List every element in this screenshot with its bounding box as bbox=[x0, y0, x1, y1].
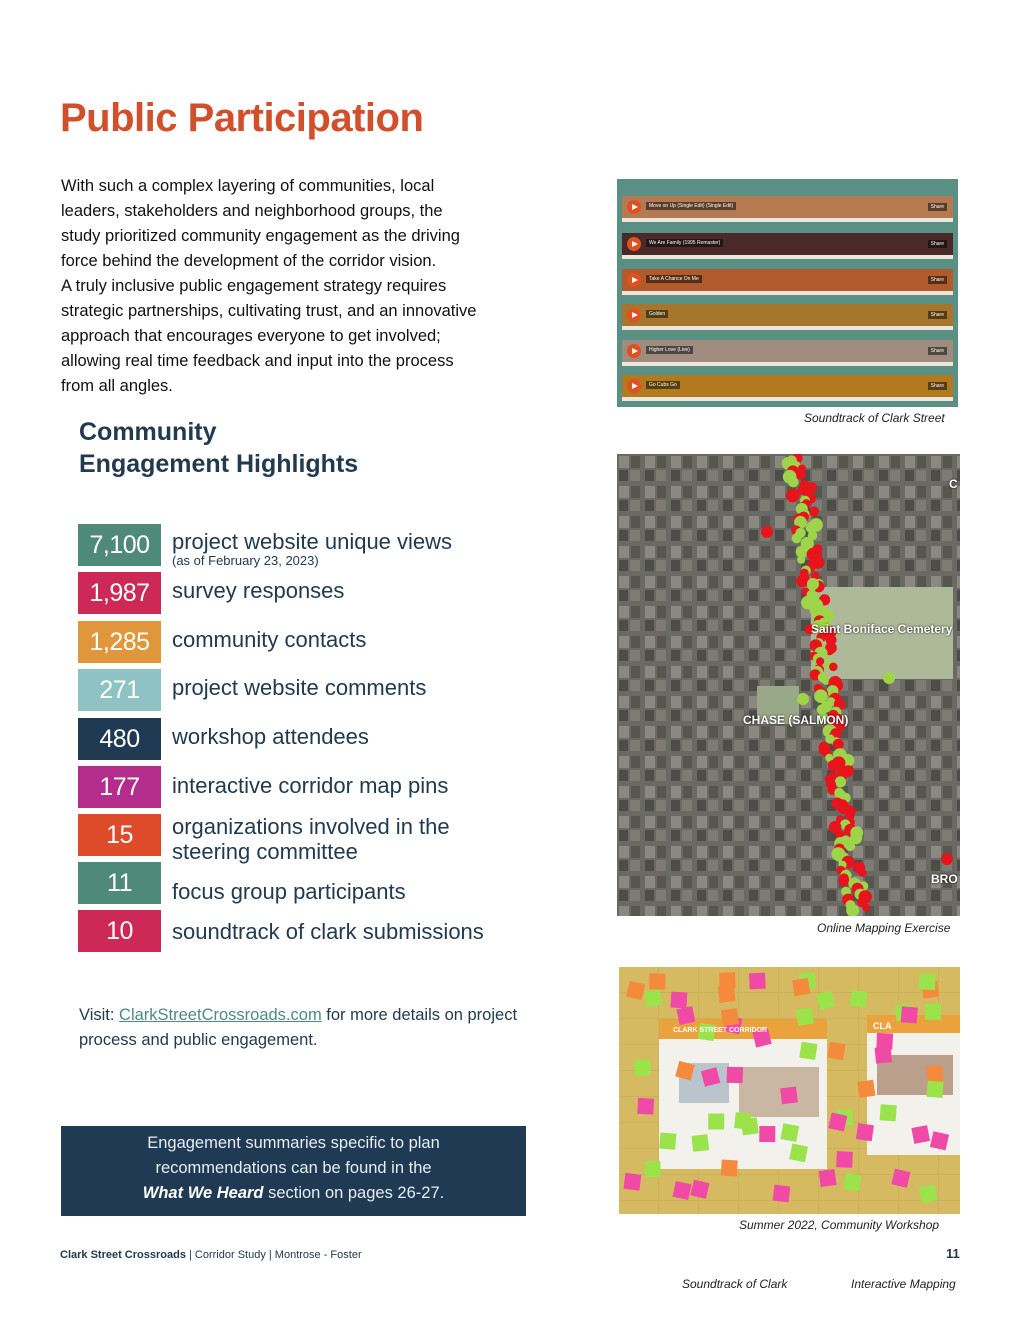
play-icon bbox=[627, 200, 641, 214]
track-title: We Are Family (1995 Remaster) bbox=[646, 239, 723, 247]
intro-paragraph bbox=[61, 174, 541, 399]
map-label-bro: BRO bbox=[931, 872, 958, 886]
stat-label-text: project website unique views bbox=[172, 529, 453, 554]
play-icon bbox=[627, 308, 641, 322]
track-row bbox=[622, 233, 953, 255]
track-title: Move on Up (Single Edit) (Single Edit) bbox=[646, 202, 736, 210]
intro-line: leaders, stakeholders and neighborhood groups, the bbox=[61, 202, 443, 220]
map-pin bbox=[809, 507, 819, 517]
sticky-note bbox=[721, 1008, 739, 1026]
track-row bbox=[622, 340, 953, 362]
map-pin bbox=[797, 556, 805, 564]
sticky-note bbox=[919, 973, 936, 990]
sticky-note bbox=[721, 1160, 738, 1177]
track-meta bbox=[622, 255, 953, 259]
board-title: CLARK STREET CORRIDOR bbox=[673, 1027, 768, 1034]
sticky-note bbox=[789, 1143, 808, 1162]
stat-label: survey responses bbox=[172, 578, 345, 603]
stat-label: interactive corridor map pins bbox=[172, 773, 449, 798]
sticky-note bbox=[691, 1134, 709, 1152]
workshop-caption: Summer 2022, Community Workshop bbox=[739, 1218, 940, 1232]
stat-value: 1,987 bbox=[78, 572, 161, 614]
sticky-note bbox=[901, 1006, 918, 1023]
page-title: Public Participation bbox=[60, 96, 424, 140]
summary-line bbox=[61, 1181, 526, 1206]
sticky-note bbox=[827, 1042, 845, 1060]
stat-value: 1,285 bbox=[78, 621, 161, 663]
sticky-note bbox=[857, 1080, 875, 1098]
stat-value: 15 bbox=[78, 814, 161, 856]
track-meta bbox=[622, 397, 953, 401]
visit-suffix: for more details on project process and public engagement. bbox=[79, 1006, 518, 1049]
map-pin bbox=[807, 578, 819, 590]
stat-label: focus group participants bbox=[172, 879, 406, 904]
track-title: Take A Chance On Me bbox=[646, 275, 702, 283]
track-meta bbox=[622, 291, 953, 295]
sticky-note bbox=[676, 1006, 695, 1025]
map-pin bbox=[792, 533, 802, 543]
highlights-heading-line: Engagement Highlights bbox=[79, 450, 359, 478]
footer bbox=[60, 1249, 362, 1261]
summary-line: Engagement summaries specific to plan bbox=[147, 1134, 440, 1152]
soundtrack-image bbox=[617, 179, 958, 407]
sticky-note bbox=[850, 990, 868, 1008]
intro-line: force behind the development of the corridor vision. bbox=[61, 252, 437, 270]
poster-photo bbox=[739, 1067, 819, 1117]
intro-line: strategic partnerships, cultivating trust, and an innovative bbox=[61, 302, 477, 320]
sticky-note bbox=[911, 1125, 930, 1144]
stat-value: 480 bbox=[78, 718, 161, 760]
sticky-note bbox=[749, 973, 766, 990]
map-pin bbox=[829, 663, 838, 672]
track-title: Higher Love (Live) bbox=[646, 346, 693, 354]
stat-label: project website comments bbox=[172, 675, 427, 700]
stat-label bbox=[172, 529, 552, 568]
sticky-note bbox=[799, 1042, 817, 1060]
map-pin bbox=[761, 526, 773, 538]
stat-label: community contacts bbox=[172, 627, 367, 652]
track-row bbox=[622, 269, 953, 291]
sticky-note bbox=[828, 1112, 847, 1131]
share-label: Share bbox=[928, 203, 947, 211]
sticky-note bbox=[925, 1004, 941, 1020]
sticky-note bbox=[634, 1059, 651, 1076]
sticky-note bbox=[773, 1185, 791, 1203]
soundtrack-caption: Soundtrack of Clark Street bbox=[804, 411, 945, 425]
sticky-note bbox=[856, 1123, 874, 1141]
track-meta bbox=[622, 218, 953, 222]
summary-rest: section on pages 26-27. bbox=[263, 1184, 445, 1202]
sticky-note bbox=[843, 1173, 861, 1191]
stat-value: 11 bbox=[78, 862, 161, 904]
sticky-note bbox=[836, 1151, 853, 1168]
share-label: Share bbox=[928, 382, 947, 390]
track-row bbox=[622, 304, 953, 326]
sticky-note bbox=[637, 1098, 654, 1115]
footer-brand: Clark Street Crossroads bbox=[60, 1249, 186, 1261]
map-pin bbox=[796, 575, 809, 588]
share-label: Share bbox=[928, 347, 947, 355]
summary-bold: What We Heard bbox=[142, 1184, 264, 1202]
page-number: 11 bbox=[946, 1246, 960, 1261]
sticky-note bbox=[644, 989, 662, 1007]
stat-label: workshop attendees bbox=[172, 724, 369, 749]
play-icon bbox=[627, 237, 641, 251]
sticky-note bbox=[623, 1173, 641, 1191]
summary-line: recommendations can be found in the bbox=[155, 1159, 432, 1177]
track-title: Golden bbox=[646, 310, 668, 318]
summary-callout bbox=[61, 1126, 526, 1216]
sticky-note bbox=[734, 1112, 752, 1130]
bottom-caption-right: Interactive Mapping bbox=[851, 1277, 956, 1291]
share-label: Share bbox=[928, 311, 947, 319]
sticky-note bbox=[919, 1184, 938, 1203]
visit-text bbox=[79, 1003, 529, 1053]
intro-line: allowing real time feedback and input into the process bbox=[61, 352, 454, 370]
sticky-note bbox=[927, 1081, 944, 1098]
highlights-heading bbox=[79, 416, 358, 480]
map-label-chase: CHASE (SALMON) bbox=[743, 713, 849, 727]
sticky-note bbox=[672, 1181, 691, 1200]
intro-line: A truly inclusive public engagement strategy requires bbox=[61, 277, 447, 295]
stat-value: 10 bbox=[78, 910, 161, 952]
intro-line: With such a complex layering of communities, local bbox=[61, 177, 435, 195]
sticky-note bbox=[670, 992, 687, 1009]
stat-label: soundtrack of clark submissions bbox=[172, 919, 484, 944]
footer-details: | Corridor Study | Montrose - Foster bbox=[185, 1249, 362, 1261]
map-pin bbox=[859, 869, 867, 877]
mapping-image bbox=[617, 454, 960, 916]
play-icon bbox=[627, 379, 641, 393]
map-label-c: C bbox=[949, 477, 958, 491]
map-pin bbox=[816, 657, 824, 665]
sticky-note bbox=[718, 985, 736, 1003]
map-pin bbox=[788, 477, 799, 488]
sticky-note bbox=[926, 1066, 943, 1083]
track-row bbox=[622, 196, 953, 218]
map-pin bbox=[862, 904, 870, 912]
map-caption: Online Mapping Exercise bbox=[817, 921, 951, 935]
map-graphic bbox=[617, 454, 960, 916]
sticky-note bbox=[659, 1133, 676, 1150]
sticky-note bbox=[649, 973, 665, 989]
track-title: Go Cubs Go bbox=[646, 381, 680, 389]
map-pin bbox=[941, 853, 953, 865]
map-label-cemetery: Saint Boniface Cemetery bbox=[811, 622, 953, 636]
share-label: Share bbox=[928, 240, 947, 248]
map-pin bbox=[786, 489, 800, 503]
map-pin bbox=[814, 689, 828, 703]
intro-line: approach that encourages everyone to get involved; bbox=[61, 327, 441, 345]
play-icon bbox=[627, 273, 641, 287]
stat-value: 177 bbox=[78, 766, 161, 808]
sticky-note bbox=[644, 1161, 660, 1177]
map-pin bbox=[883, 672, 895, 684]
stat-value: 271 bbox=[78, 669, 161, 711]
track-meta bbox=[622, 326, 953, 330]
sticky-note bbox=[781, 1123, 800, 1142]
map-pin bbox=[838, 875, 849, 886]
intro-line: study prioritized community engagement as the driving bbox=[61, 227, 460, 245]
sticky-note bbox=[759, 1126, 775, 1142]
sticky-note bbox=[876, 1033, 893, 1050]
stat-note: (as of February 23, 2023) bbox=[172, 553, 319, 568]
play-icon bbox=[627, 344, 641, 358]
track-meta bbox=[622, 362, 953, 366]
map-pin bbox=[797, 693, 809, 705]
sticky-note bbox=[780, 1087, 798, 1105]
sticky-note bbox=[708, 1113, 724, 1129]
sticky-note bbox=[796, 1007, 814, 1025]
workshop-image bbox=[619, 967, 960, 1214]
sticky-note bbox=[727, 1067, 744, 1084]
stat-value: 7,100 bbox=[78, 524, 161, 566]
visit-prefix: Visit: bbox=[79, 1006, 120, 1024]
sticky-note bbox=[792, 978, 810, 996]
bottom-caption-left: Soundtrack of Clark bbox=[682, 1277, 788, 1291]
workshop-graphic bbox=[619, 967, 960, 1214]
share-label: Share bbox=[928, 276, 947, 284]
map-pin bbox=[845, 841, 855, 851]
board-title-2: CLA bbox=[873, 1021, 892, 1031]
website-link[interactable]: ClarkStreetCrossroads.com bbox=[119, 1006, 322, 1024]
highlights-heading-line: Community bbox=[79, 418, 217, 446]
sticky-note bbox=[880, 1104, 897, 1121]
intro-line: from all angles. bbox=[61, 377, 173, 395]
track-row bbox=[622, 375, 953, 397]
stat-label: organizations involved in the steering committee bbox=[172, 814, 450, 864]
sticky-note bbox=[819, 1169, 837, 1187]
map-blocks bbox=[617, 454, 960, 916]
map-pin bbox=[833, 739, 844, 750]
